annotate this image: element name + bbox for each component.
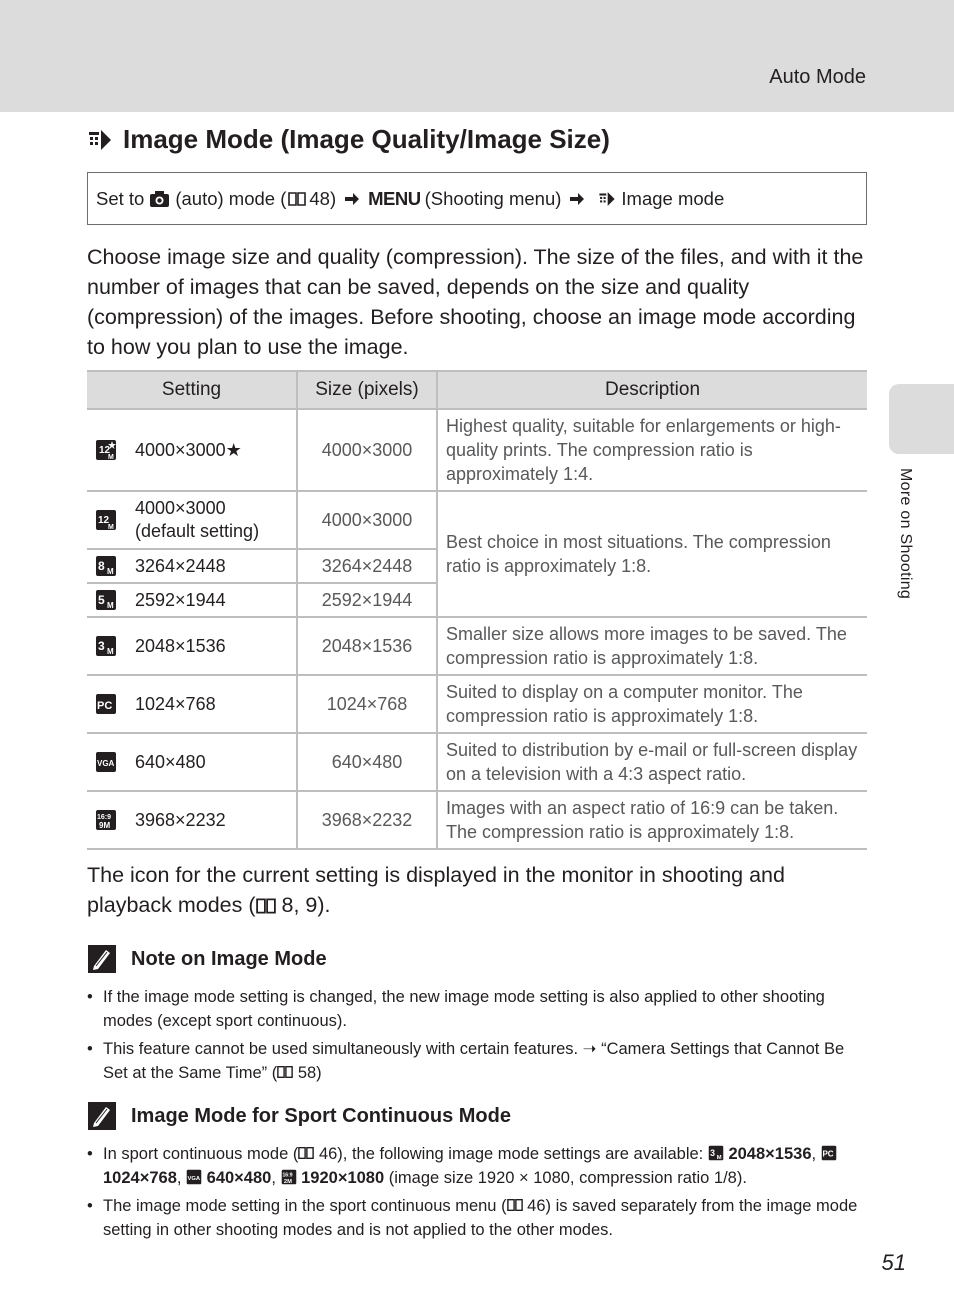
svg-text:12: 12 <box>98 515 110 526</box>
size-value: 1024×768 <box>297 675 437 733</box>
list-item <box>87 1194 867 1242</box>
image-mode-icon <box>598 190 616 208</box>
setting-label: 640×480 <box>135 751 206 772</box>
setting-label: 3264×2448 <box>135 555 226 576</box>
menu-path-box <box>87 172 867 225</box>
setting-label: 2592×1944 <box>135 589 226 610</box>
svg-text:M: M <box>108 524 114 531</box>
size-value: 2592×1944 <box>297 583 437 617</box>
arrow-right-icon <box>344 192 360 206</box>
section-title: Auto Mode <box>769 66 866 88</box>
menu-shooting: (Shooting menu) <box>424 187 562 209</box>
table-row <box>87 791 867 849</box>
note-text: (image size 1920 × 1080, compression ratio 1/8). <box>388 1169 747 1187</box>
size-16-9-2m-icon <box>281 1169 297 1185</box>
setting-label: 4000×3000★ <box>135 439 242 460</box>
col-header-size: Size (pixels) <box>297 371 437 409</box>
list-item: • If the image mode setting is changed, the new image mode setting is also applied to other shooting modes (except sport continuous). <box>87 985 867 1033</box>
svg-text:12: 12 <box>99 445 111 456</box>
after-table-paragraph <box>87 860 867 920</box>
menu-image-mode: Image mode <box>621 187 725 209</box>
size-value: 3968×2232 <box>297 791 437 849</box>
size-12m-star-icon <box>95 439 117 461</box>
size-value: 2048×1536 <box>297 617 437 675</box>
svg-text:9M: 9M <box>99 821 111 830</box>
size-option: 1024×768 <box>103 1169 177 1187</box>
note-heading <box>87 944 327 974</box>
note-text: 46) is saved separately from the image mode setting in other shooting modes and is not applied to the other modes. <box>103 1197 858 1239</box>
size-5m-icon <box>95 589 117 611</box>
side-tab <box>889 384 954 454</box>
size-option: 1920×1080 <box>301 1169 385 1187</box>
description: Best choice in most situations. The compression ratio is approximately 1:8. <box>437 491 867 617</box>
book-ref-icon <box>298 1145 314 1161</box>
size-option: 2048×1536 <box>728 1145 812 1163</box>
svg-text:M: M <box>716 1154 722 1161</box>
setting-label: 3968×2232 <box>135 809 226 830</box>
svg-text:3: 3 <box>98 639 105 653</box>
svg-text:M: M <box>108 454 114 461</box>
table-row <box>87 409 867 491</box>
size-value: 3264×2448 <box>297 549 437 583</box>
menu-set-to: Set to <box>96 187 145 209</box>
pencil-note-icon <box>87 944 117 974</box>
svg-text:PC: PC <box>822 1149 834 1159</box>
table-row <box>87 491 867 549</box>
note-title: Image Mode for Sport Continuous Mode <box>131 1104 511 1127</box>
menu-symbol: MENU <box>368 187 421 209</box>
svg-text:2M: 2M <box>283 1178 292 1185</box>
svg-text:M: M <box>107 567 114 576</box>
after-table-ref: 8, 9). <box>281 893 331 917</box>
description: Suited to display on a computer monitor. The compression ratio is approximately 1:8. <box>437 675 867 733</box>
note-bullets <box>87 985 867 1089</box>
table-row <box>87 617 867 675</box>
svg-text:M: M <box>107 601 114 610</box>
book-ref-icon <box>507 1197 523 1213</box>
svg-text:M: M <box>107 647 114 656</box>
size-value: 4000×3000 <box>297 409 437 491</box>
note-bullets <box>87 1142 867 1246</box>
size-vga-icon <box>95 751 117 773</box>
svg-text:VGA: VGA <box>187 1175 201 1182</box>
header-band <box>0 0 954 112</box>
svg-text:PC: PC <box>97 700 113 712</box>
size-value: 640×480 <box>297 733 437 791</box>
arrow-right-icon <box>569 192 585 206</box>
description: Images with an aspect ratio of 16:9 can be taken. The compression ratio is approximately 1:8. <box>437 791 867 849</box>
setting-label: 1024×768 <box>135 693 216 714</box>
size-16-9-icon <box>95 809 117 831</box>
image-mode-icon <box>87 127 113 153</box>
image-mode-table <box>87 370 867 850</box>
after-table-text: The icon for the current setting is displayed in the monitor in shooting and playback modes ( <box>87 863 785 917</box>
side-tab-label: More on Shooting <box>897 468 914 600</box>
size-12m-icon <box>95 509 117 531</box>
note-text: The image mode setting in the sport continuous menu ( <box>103 1197 507 1215</box>
svg-text:VGA: VGA <box>97 759 115 768</box>
size-3m-icon <box>95 635 117 657</box>
book-ref-icon <box>288 191 306 207</box>
note-ref: 58) <box>297 1064 322 1082</box>
camera-icon <box>149 190 170 208</box>
svg-text:16:9: 16:9 <box>97 814 112 821</box>
note-title: Note on Image Mode <box>131 947 327 970</box>
menu-ref-page: 48) <box>309 187 337 209</box>
size-3m-icon <box>708 1145 724 1161</box>
table-row <box>87 675 867 733</box>
size-vga-icon <box>186 1169 202 1185</box>
size-value: 4000×3000 <box>297 491 437 549</box>
note-heading <box>87 1101 511 1131</box>
intro-paragraph: Choose image size and quality (compression). The size of the files, and with it the number of images that can be saved, depends on the size and quality (compression) of the images. Before shooting, choose an image mode according to how you plan to use the image. <box>87 245 864 359</box>
note-text: 46), the following image mode settings are available: <box>318 1145 704 1163</box>
book-ref-icon <box>277 1064 293 1080</box>
note-text: In sport continuous mode ( <box>103 1145 299 1163</box>
size-pc-icon <box>95 693 117 715</box>
size-pc-icon <box>821 1145 837 1161</box>
menu-auto-mode: (auto) mode ( <box>175 187 287 209</box>
svg-text:5: 5 <box>98 593 105 607</box>
table-row <box>87 733 867 791</box>
size-8m-icon <box>95 555 117 577</box>
title-text: Image Mode (Image Quality/Image Size) <box>123 124 610 154</box>
setting-label: 4000×3000 (default setting) <box>135 498 260 541</box>
setting-label: 2048×1536 <box>135 635 226 656</box>
pencil-note-icon <box>87 1101 117 1131</box>
svg-text:3: 3 <box>710 1147 715 1158</box>
book-ref-icon <box>256 897 276 915</box>
svg-text:16:9: 16:9 <box>281 1172 293 1179</box>
page-number: 51 <box>881 1250 906 1275</box>
list-item <box>87 1037 867 1085</box>
note-text: This feature cannot be used simultaneously with certain features. ➝ “Camera Settings that Cannot Be Set at the Same Time” ( <box>103 1040 845 1082</box>
size-option: 640×480 <box>206 1169 272 1187</box>
svg-text:8: 8 <box>98 559 105 573</box>
col-header-setting: Setting <box>87 371 297 409</box>
description: Highest quality, suitable for enlargements or high-quality prints. The compression ratio is approximately 1:4. <box>437 409 867 491</box>
description: Smaller size allows more images to be saved. The compression ratio is approximately 1:8. <box>437 617 867 675</box>
page-title <box>87 124 610 155</box>
list-item: • In sport continuous mode ( 46), the following image mode settings are available: 3 M 2048×1536, PC 1024×768, VGA 640×480, 16:9 2M 1920×1080 (image size 1920 × 1080, compression ratio 1/8). <box>87 1142 867 1190</box>
description: Suited to distribution by e-mail or full-screen display on a television with a 4:3 aspect ratio. <box>437 733 867 791</box>
col-header-description: Description <box>437 371 867 409</box>
